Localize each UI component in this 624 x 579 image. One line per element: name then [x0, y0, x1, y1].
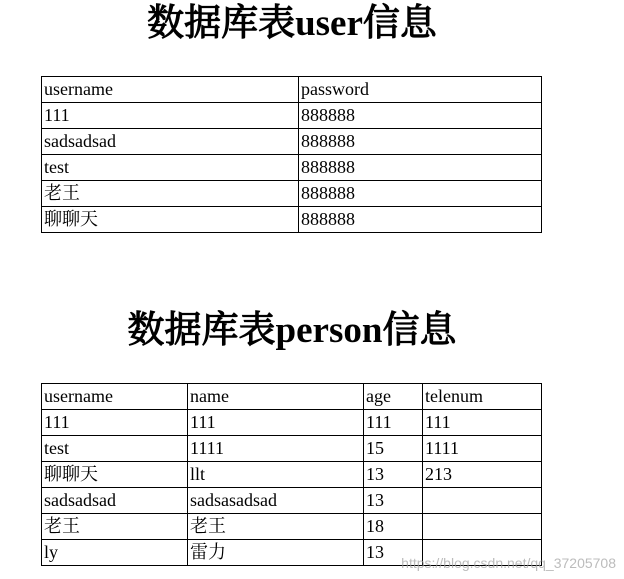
person-cell-username: 111	[42, 410, 188, 436]
person-cell-username: ly	[42, 540, 188, 566]
person-cell-telenum: 213	[423, 462, 542, 488]
user-header-username: username	[42, 77, 299, 103]
person-cell-age: 111	[364, 410, 423, 436]
person-table-header-row	[42, 384, 542, 410]
user-cell-username: 聊聊天	[42, 207, 299, 233]
user-cell-password: 888888	[299, 181, 542, 207]
person-cell-age: 13	[364, 488, 423, 514]
person-cell-name: llt	[188, 462, 364, 488]
person-cell-age: 13	[364, 540, 423, 566]
table-row	[42, 207, 542, 233]
person-header-telenum: telenum	[423, 384, 542, 410]
user-cell-password: 888888	[299, 207, 542, 233]
user-cell-password: 888888	[299, 129, 542, 155]
person-table	[41, 383, 542, 566]
person-cell-name: 老王	[188, 514, 364, 540]
user-cell-username: test	[42, 155, 299, 181]
person-cell-name: 111	[188, 410, 364, 436]
table-row	[42, 155, 542, 181]
person-header-name: name	[188, 384, 364, 410]
person-cell-username: 聊聊天	[42, 462, 188, 488]
user-cell-username: sadsadsad	[42, 129, 299, 155]
table-row	[42, 129, 542, 155]
table-row	[42, 488, 542, 514]
person-cell-age: 13	[364, 462, 423, 488]
person-table-title: 数据库表person信息	[127, 310, 457, 351]
table-row	[42, 462, 542, 488]
table-row	[42, 103, 542, 129]
person-header-username: username	[42, 384, 188, 410]
person-cell-name: 雷力	[188, 540, 364, 566]
person-cell-telenum	[423, 488, 542, 514]
table-row	[42, 436, 542, 462]
person-cell-username: 老王	[42, 514, 188, 540]
person-cell-age: 18	[364, 514, 423, 540]
user-cell-password: 888888	[299, 155, 542, 181]
person-cell-age: 15	[364, 436, 423, 462]
person-cell-telenum: 1111	[423, 436, 542, 462]
person-cell-username: sadsadsad	[42, 488, 188, 514]
table-row	[42, 410, 542, 436]
user-table-header-row	[42, 77, 542, 103]
person-cell-telenum: 111	[423, 410, 542, 436]
user-header-password: password	[299, 77, 542, 103]
user-cell-password: 888888	[299, 103, 542, 129]
table-row	[42, 514, 542, 540]
table-row	[42, 181, 542, 207]
person-cell-telenum	[423, 514, 542, 540]
user-table-title: 数据库表user信息	[147, 3, 437, 44]
person-header-age: age	[364, 384, 423, 410]
person-cell-name: sadsasadsad	[188, 488, 364, 514]
person-cell-name: 1111	[188, 436, 364, 462]
user-table	[41, 76, 542, 233]
watermark-text: https://blog.csdn.net/qq_37205708	[401, 555, 616, 571]
person-cell-username: test	[42, 436, 188, 462]
user-cell-username: 111	[42, 103, 299, 129]
user-cell-username: 老王	[42, 181, 299, 207]
